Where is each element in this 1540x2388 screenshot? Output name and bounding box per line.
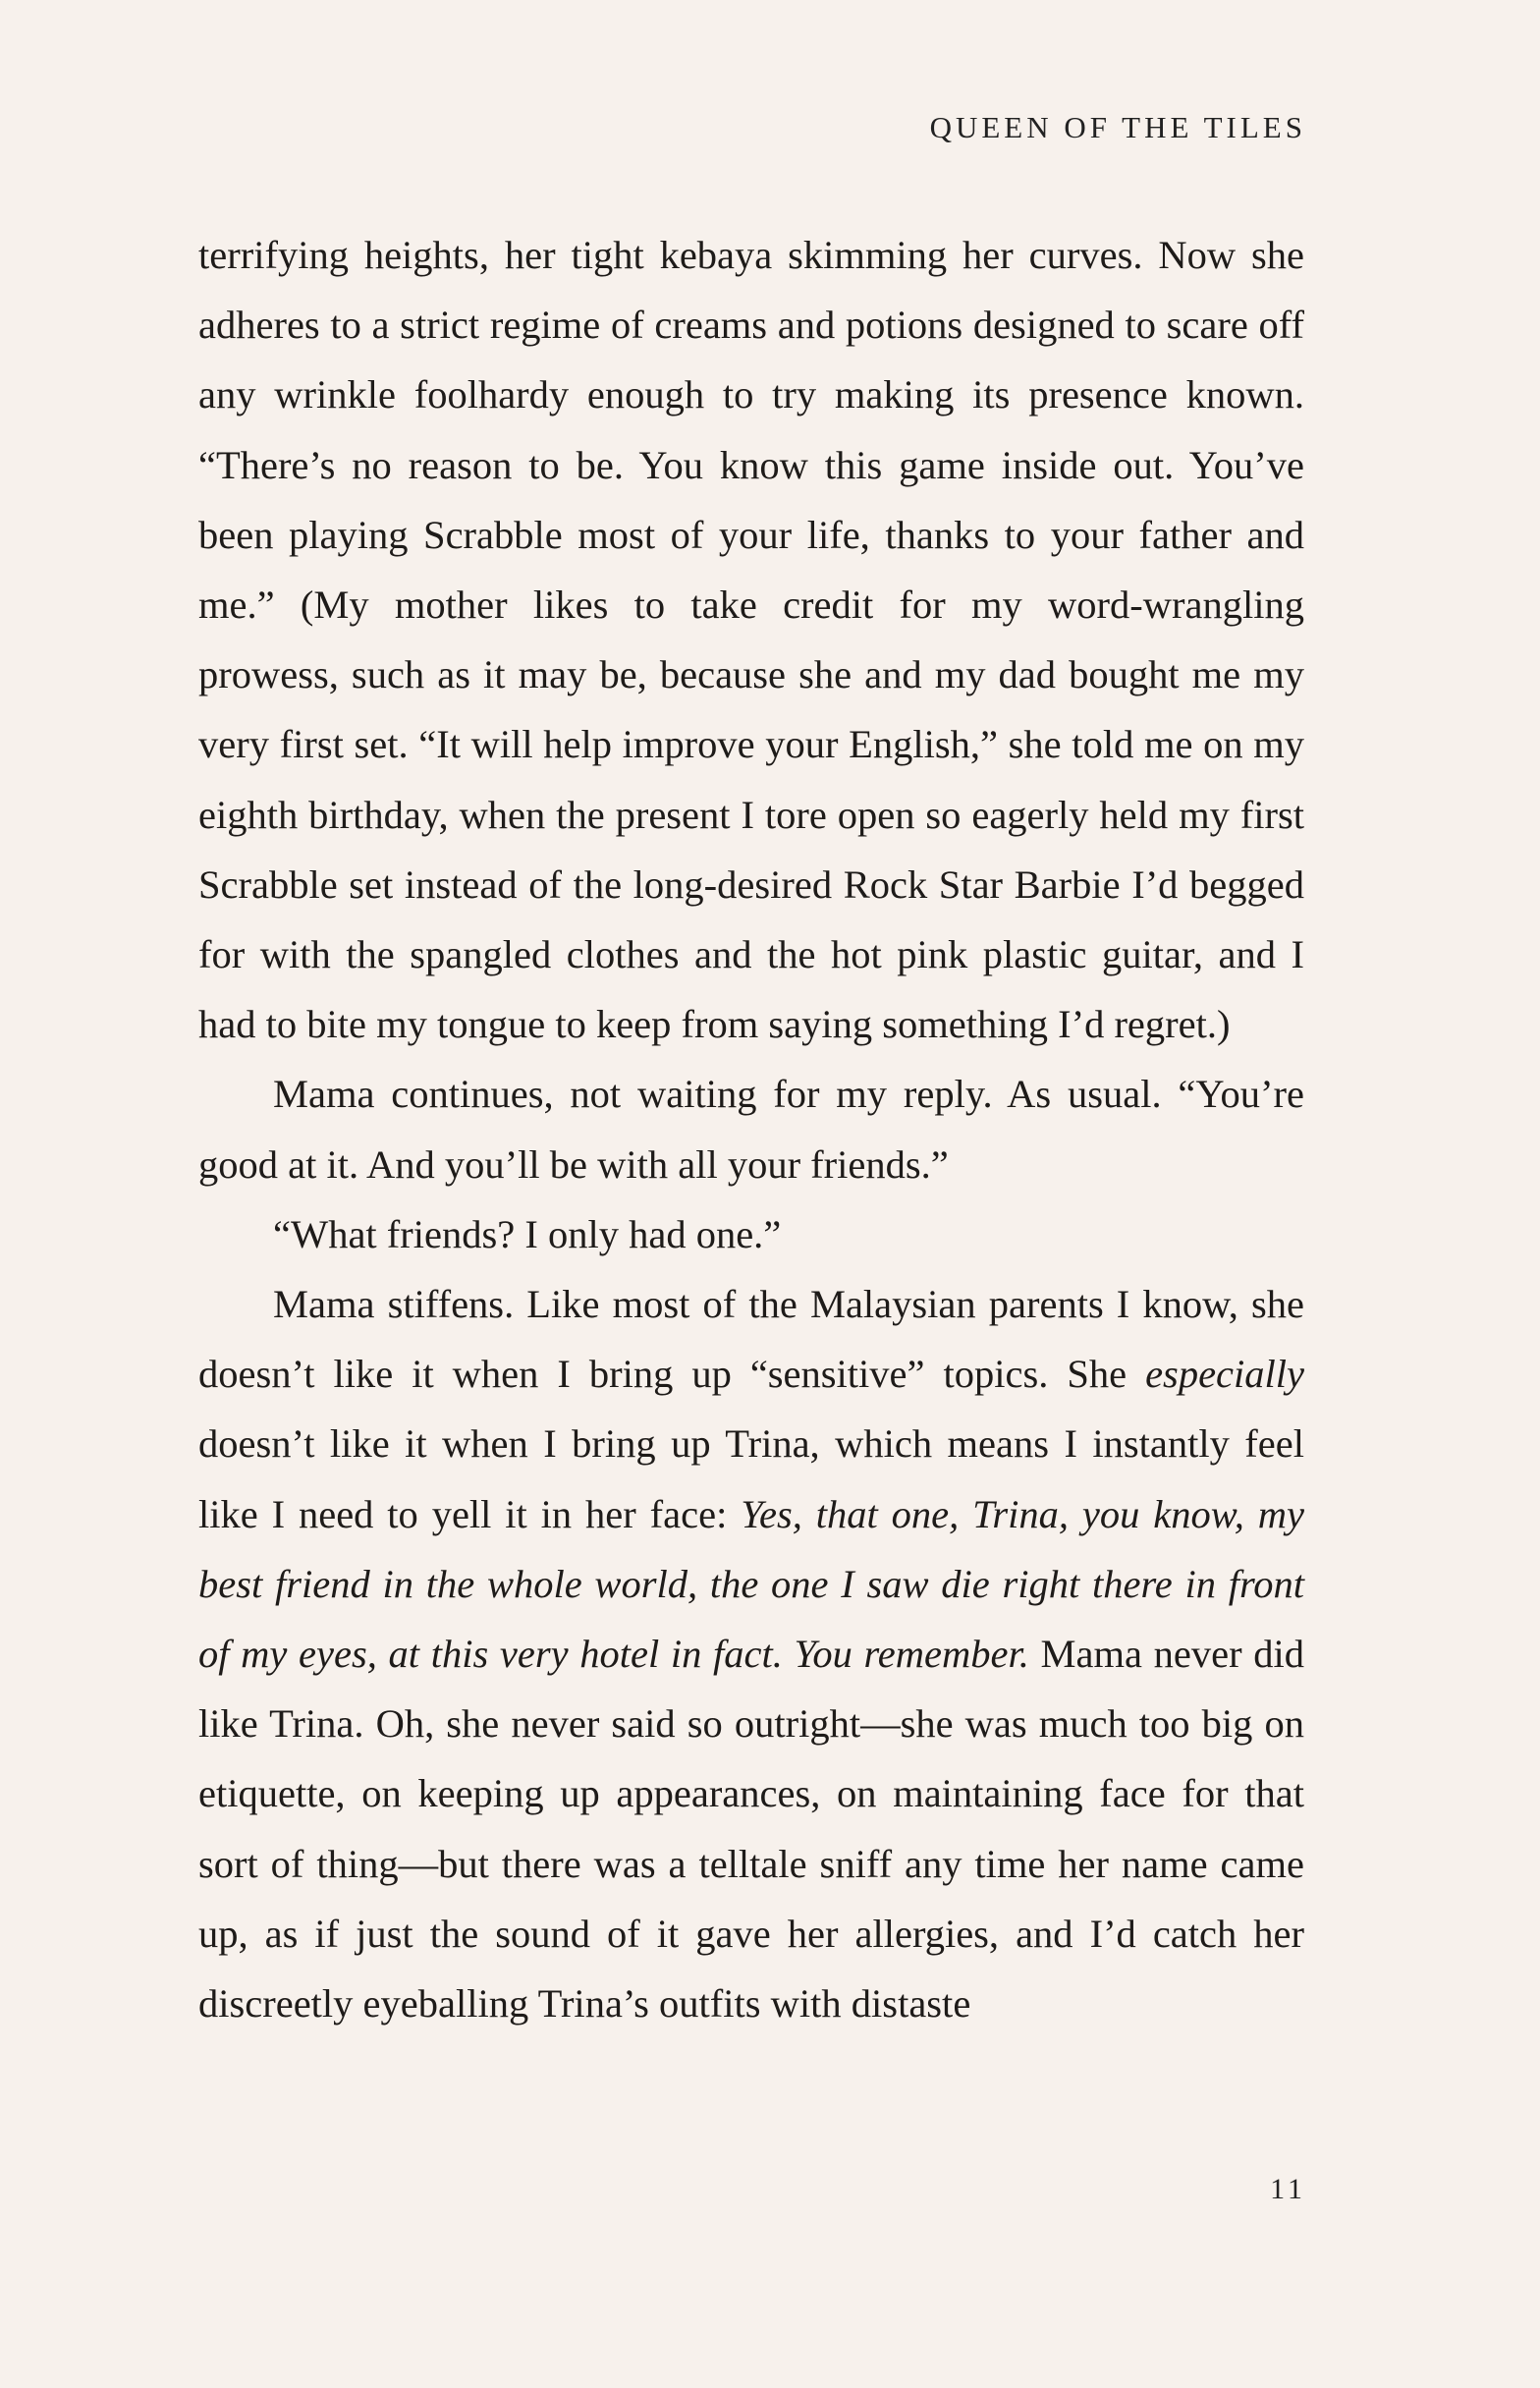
paragraph-4-emphasis-especially: especially bbox=[1145, 1352, 1304, 1397]
paragraph-1: terrifying heights, her tight kebaya skimming her curves. Now she adheres to a strict regime of creams and potions designed to scare off any wrinkle foolhardy enough to try making its presence known. “There’s no reason to be. You know this game inside out. You’ve been playing Scrabble most of your life, thanks to your father and me.” (My mother likes to take credit for my word-wrangling prowess, such as it may be, because she and my dad bought me my very first set. “It will help improve your English,” she told me on my eighth birthday, when the present I tore open so eagerly held my first Scrabble set instead of the long-desired Rock Star Barbie I’d begged for with the spangled clothes and the hot pink plastic guitar, and I had to bite my tongue to keep from saying something I’d regret.) bbox=[198, 233, 1304, 1047]
paragraph-4-italic-thought: Yes, that one, Trina, you know, my best friend in the whole world, the one I saw die right there in front of my eyes, at this very hotel in fact. You remember. bbox=[198, 1491, 1304, 1677]
paragraph-4-part-a: Mama stiffens. Like most of the Malaysian parents I know, she doesn’t like it when I bring up “sensitive” topics. She bbox=[198, 1282, 1304, 1397]
paragraph-4-part-e: Mama never did like Trina. Oh, she never said so outright—she was much too big on etiquette, on keeping up appearances, on maintaining face for that sort of thing—but there was a telltale sniff any time her name came up, as if just the sound of it gave her allergies, and I’d catch her discreetly eyeballing Trina’s outfits with distaste bbox=[198, 1632, 1305, 2027]
paragraph-2: Mama continues, not waiting for my reply. As usual. “You’re good at it. And you’ll be with all your friends.” bbox=[198, 1072, 1304, 1187]
page-number: 11 bbox=[1270, 2173, 1306, 2205]
body-text bbox=[198, 220, 1304, 2038]
paragraph-4 bbox=[198, 1269, 1304, 2038]
paragraph-4-part-c: doesn’t like it when I bring up Trina, which means I instantly feel like I need to yell it in her face: bbox=[198, 1421, 1304, 1536]
paragraph-3: “What friends? I only had one.” bbox=[273, 1211, 782, 1256]
running-head: QUEEN OF THE TILES bbox=[929, 110, 1306, 144]
